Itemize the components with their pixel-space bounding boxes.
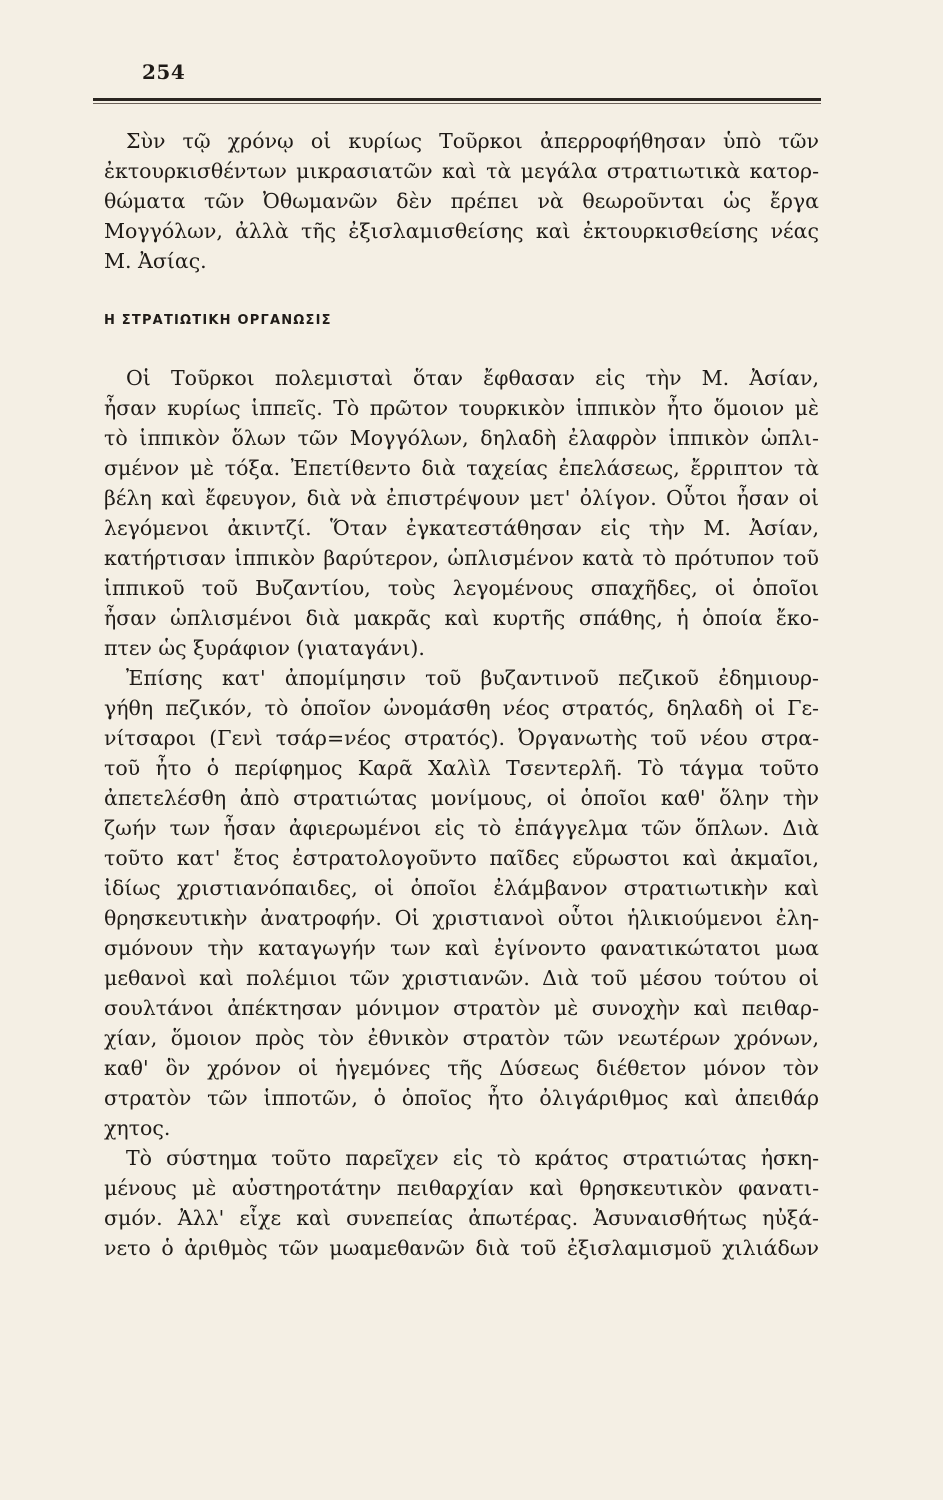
text-line: θώματα τῶν Ὀθωμανῶν δὲν πρέπει νὰ θεωροῦνται ὡς ἔργα — [104, 189, 819, 213]
text-line: τὸ ἱππικὸν ὅλων τῶν Μογγόλων, δηλαδὴ ἐλαφρὸν ἱππικὸν ὡπλι- — [104, 426, 819, 450]
text-line: στρατὸν τῶν ἱπποτῶν, ὁ ὁποῖος ἦτο ὀλιγάριθμος καὶ ἀπειθάρ — [104, 1086, 819, 1110]
text-line: ἱππικοῦ τοῦ Βυζαντίου, τοὺς λεγομένους σπαχῆδες, οἱ ὁποῖοι — [104, 576, 819, 600]
text-line: Τὸ σύστημα τοῦτο παρεῖχεν εἰς τὸ κράτος στρατιώτας ἠσκη- — [126, 1146, 819, 1170]
text-line: ἰδίως χριστιανόπαιδες, οἱ ὁποῖοι ἐλάμβανον στρατιωτικὴν καὶ — [104, 876, 819, 900]
text-line: ἐκτουρκισθέντων μικρασιατῶν καὶ τὰ μεγάλα στρατιωτικὰ κατορ- — [104, 159, 819, 183]
text-line: χίαν, ὅμοιον πρὸς τὸν ἐθνικὸν στρατὸν τῶν νεωτέρων χρόνων, — [104, 1026, 819, 1050]
text-line: Μ. Ἀσίας. — [104, 249, 207, 273]
text-line: θρησκευτικὴν ἀνατροφήν. Οἱ χριστιανοὶ οὗτοι ἡλικιούμενοι ἐλη- — [104, 906, 819, 930]
text-line: μεθανοὶ καὶ πολέμιοι τῶν χριστιανῶν. Διὰ τοῦ μέσου τούτου οἱ — [104, 966, 819, 990]
header-rule-thin — [93, 103, 821, 104]
text-line: ζωήν των ἦσαν ἀφιερωμένοι εἰς τὸ ἐπάγγελμα τῶν ὅπλων. Διὰ — [104, 816, 819, 840]
text-line: τοῦ ἦτο ὁ περίφημος Καρᾶ Χαλὶλ Τσεντερλῆ. Τὸ τάγμα τοῦτο — [104, 756, 819, 780]
header-rule — [93, 98, 821, 101]
text-line: σουλτάνοι ἀπέκτησαν μόνιμον στρατὸν μὲ συνοχὴν καὶ πειθαρ- — [104, 996, 819, 1020]
text-line: νίτσαροι (Γενὶ τσάρ=νέος στρατός). Ὀργανωτὴς τοῦ νέου στρα- — [104, 726, 819, 750]
text-line: ἀπετελέσθη ἀπὸ στρατιώτας μονίμους, οἱ ὁποῖοι καθ' ὅλην τὴν — [104, 786, 819, 810]
text-line: νετο ὁ ἀριθμὸς τῶν μωαμεθανῶν διὰ τοῦ ἐξισλαμισμοῦ χιλιάδων — [104, 1236, 819, 1260]
text-line: σμόν. Ἀλλ' εἶχε καὶ συνεπείας ἀπωτέρας. Ἀσυναισθήτως ηὐξά- — [104, 1206, 819, 1230]
text-line: σμένον μὲ τόξα. Ἐπετίθεντο διὰ ταχείας ἐπελάσεως, ἔρριπτον τὰ — [104, 456, 819, 480]
text-line: Οἱ Τοῦρκοι πολεμισταὶ ὅταν ἔφθασαν εἰς τὴν Μ. Ἀσίαν, — [126, 366, 819, 390]
text-line: χητος. — [104, 1116, 171, 1140]
page-number: 254 — [142, 60, 186, 84]
text-line: ἦσαν κυρίως ἱππεῖς. Τὸ πρῶτον τουρκικὸν ἱππικὸν ἦτο ὅμοιον μὲ — [104, 396, 819, 420]
text-line: πτεν ὡς ξυράφιον (γιαταγάνι). — [104, 636, 425, 660]
text-line: Ἐπίσης κατ' ἀπομίμησιν τοῦ βυζαντινοῦ πεζικοῦ ἐδημιουρ- — [126, 666, 819, 690]
text-line: βέλη καὶ ἔφευγον, διὰ νὰ ἐπιστρέψουν μετ' ὀλίγον. Οὗτοι ἦσαν οἱ — [104, 486, 819, 510]
text-line: τοῦτο κατ' ἔτος ἐστρατολογοῦντο παῖδες εὔρωστοι καὶ ἀκμαῖοι, — [104, 846, 819, 870]
text-line: καθ' ὃν χρόνον οἱ ἡγεμόνες τῆς Δύσεως διέθετον μόνον τὸν — [104, 1056, 819, 1080]
text-line: κατήρτισαν ἱππικὸν βαρύτερον, ὡπλισμένον κατὰ τὸ πρότυπον τοῦ — [104, 546, 819, 570]
text-line: σμόνουν τὴν καταγωγήν των καὶ ἐγίνοντο φανατικώτατοι μωα — [104, 936, 819, 960]
text-line: Σὺν τῷ χρόνῳ οἱ κυρίως Τοῦρκοι ἀπερροφήθησαν ὑπὸ τῶν — [126, 129, 819, 153]
text-line: γήθη πεζικόν, τὸ ὁποῖον ὠνομάσθη νέος στρατός, δηλαδὴ οἱ Γε- — [104, 696, 819, 720]
section-heading: Η ΣΤΡΑΤΙΩΤΙΚΗ ΟΡΓΑΝΩΣΙΣ — [104, 313, 332, 328]
text-line: Μογγόλων, ἀλλὰ τῆς ἐξισλαμισθείσης καὶ ἐκτουρκισθείσης νέας — [104, 219, 819, 243]
text-line: λεγόμενοι ἀκιντζί. Ὅταν ἐγκατεστάθησαν εἰς τὴν Μ. Ἀσίαν, — [104, 516, 819, 540]
text-line: μένους μὲ αὐστηροτάτην πειθαρχίαν καὶ θρησκευτικὸν φανατι- — [104, 1176, 819, 1200]
text-line: ἦσαν ὡπλισμένοι διὰ μακρᾶς καὶ κυρτῆς σπάθης, ἡ ὁποία ἔκο- — [104, 606, 819, 630]
